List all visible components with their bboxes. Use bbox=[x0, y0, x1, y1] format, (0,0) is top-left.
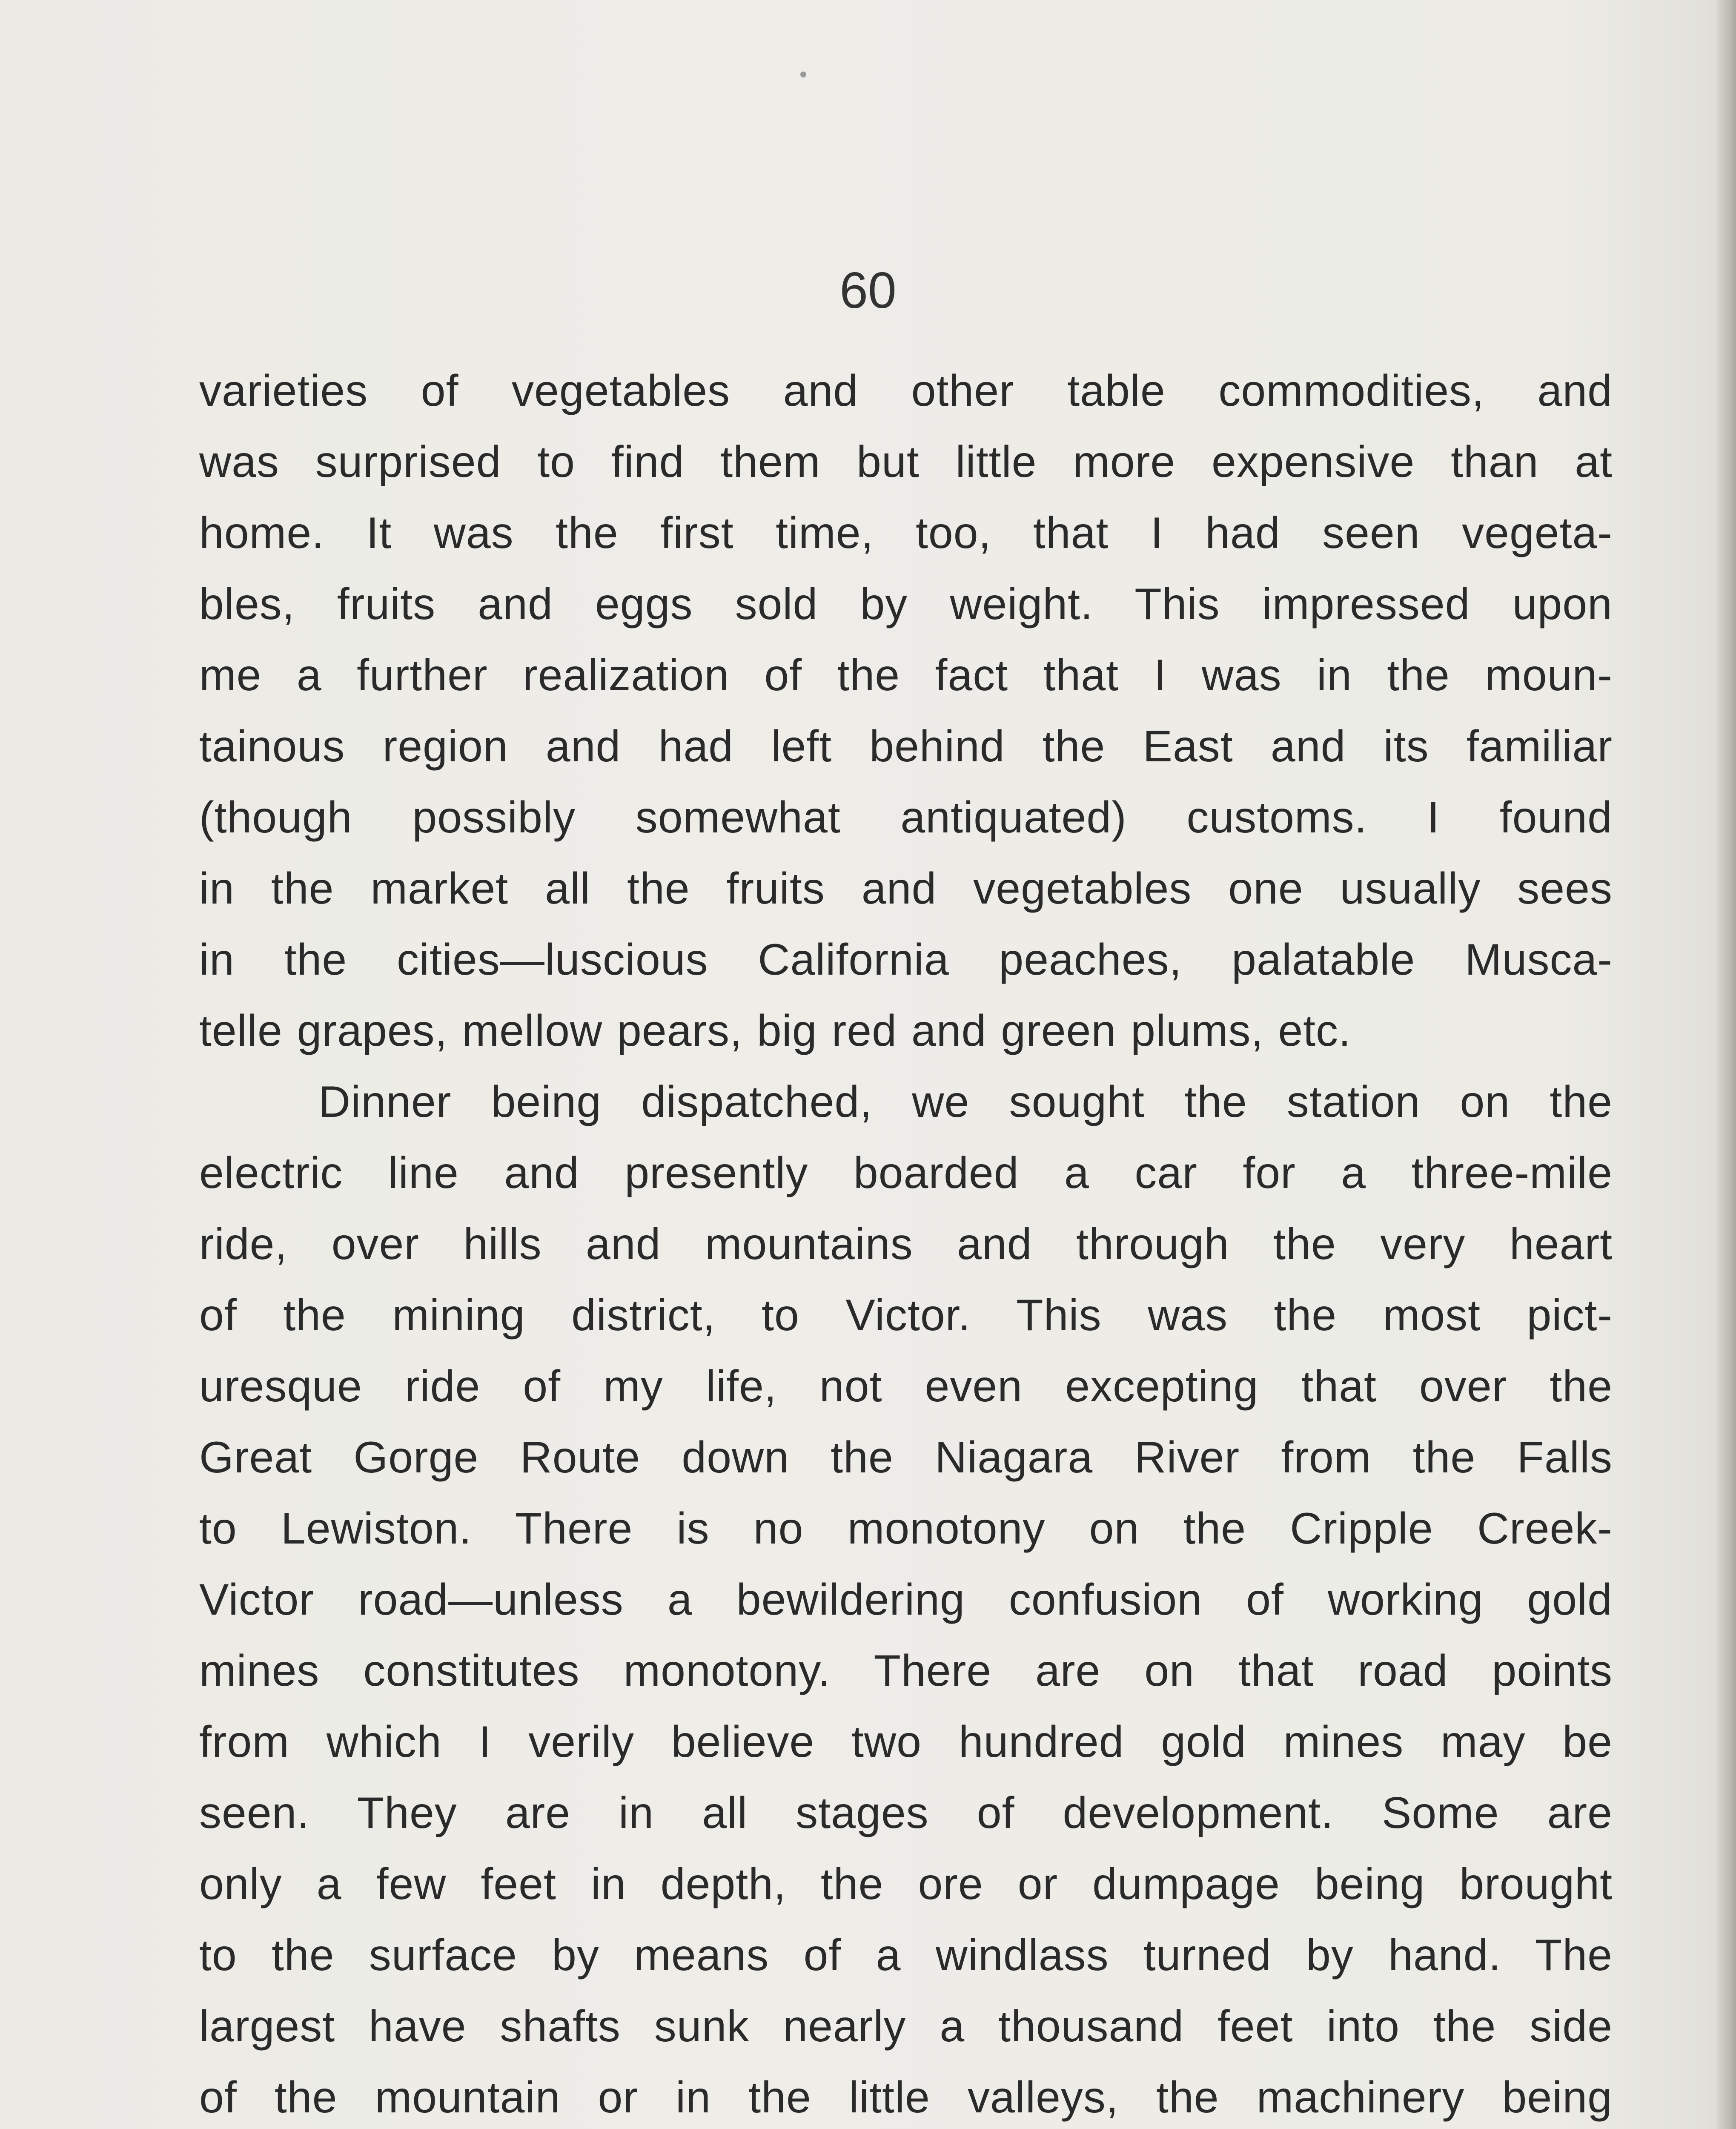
paragraph-end-line: telle grapes, mellow pears, big red and green plums, etc. bbox=[199, 1006, 1351, 1056]
text-line: of the mining district, to Victor. This was the most pict- bbox=[199, 1291, 1613, 1340]
text-line: Victor road—unless a bewildering confusion of working gold bbox=[199, 1575, 1613, 1624]
paragraph-start-line: Dinner being dispatched, we sought the station on the bbox=[318, 1077, 1613, 1127]
text-line: from which I verily believe two hundred gold mines may be bbox=[199, 1717, 1613, 1767]
text-line: bles, fruits and eggs sold by weight. This impressed upon bbox=[199, 580, 1613, 629]
page-number: 60 bbox=[839, 262, 897, 319]
text-line: to Lewiston. There is no monotony on the Cripple Creek- bbox=[199, 1504, 1613, 1553]
text-line: seen. They are in all stages of development. Some are bbox=[199, 1788, 1613, 1838]
text-line: ride, over hills and mountains and through the very heart bbox=[199, 1219, 1613, 1269]
text-line: only a few feet in depth, the ore or dumpage being brought bbox=[199, 1859, 1613, 1909]
text-line: to the surface by means of a windlass turned by hand. The bbox=[199, 1931, 1613, 1980]
text-line: in the cities—luscious California peaches, palatable Musca- bbox=[199, 935, 1613, 984]
text-line: of the mountain or in the little valleys, the machinery being bbox=[199, 2073, 1613, 2122]
text-line: me a further realization of the fact that I was in the moun- bbox=[199, 651, 1613, 700]
text-line: home. It was the first time, too, that I had seen vegeta- bbox=[199, 508, 1613, 558]
text-line: was surprised to find them but little more expensive than at bbox=[199, 437, 1613, 487]
text-line: (though possibly somewhat antiquated) customs. I found bbox=[199, 793, 1613, 842]
text-line: largest have shafts sunk nearly a thousand feet into the side bbox=[199, 2002, 1613, 2051]
text-line: Great Gorge Route down the Niagara River from the Falls bbox=[199, 1433, 1613, 1482]
text-line: tainous region and had left behind the East and its familiar bbox=[199, 722, 1613, 771]
text-line: mines constitutes monotony. There are on that road points bbox=[199, 1646, 1613, 1696]
text-line: uresque ride of my life, not even excepting that over the bbox=[199, 1362, 1613, 1411]
text-line: varieties of vegetables and other table commodities, and bbox=[199, 366, 1613, 416]
paper-speck bbox=[800, 72, 806, 77]
text-line: electric line and presently boarded a car for a three-mile bbox=[199, 1148, 1613, 1198]
body-text bbox=[199, 356, 1613, 2129]
text-line: in the market all the fruits and vegetables one usually sees bbox=[199, 864, 1613, 913]
